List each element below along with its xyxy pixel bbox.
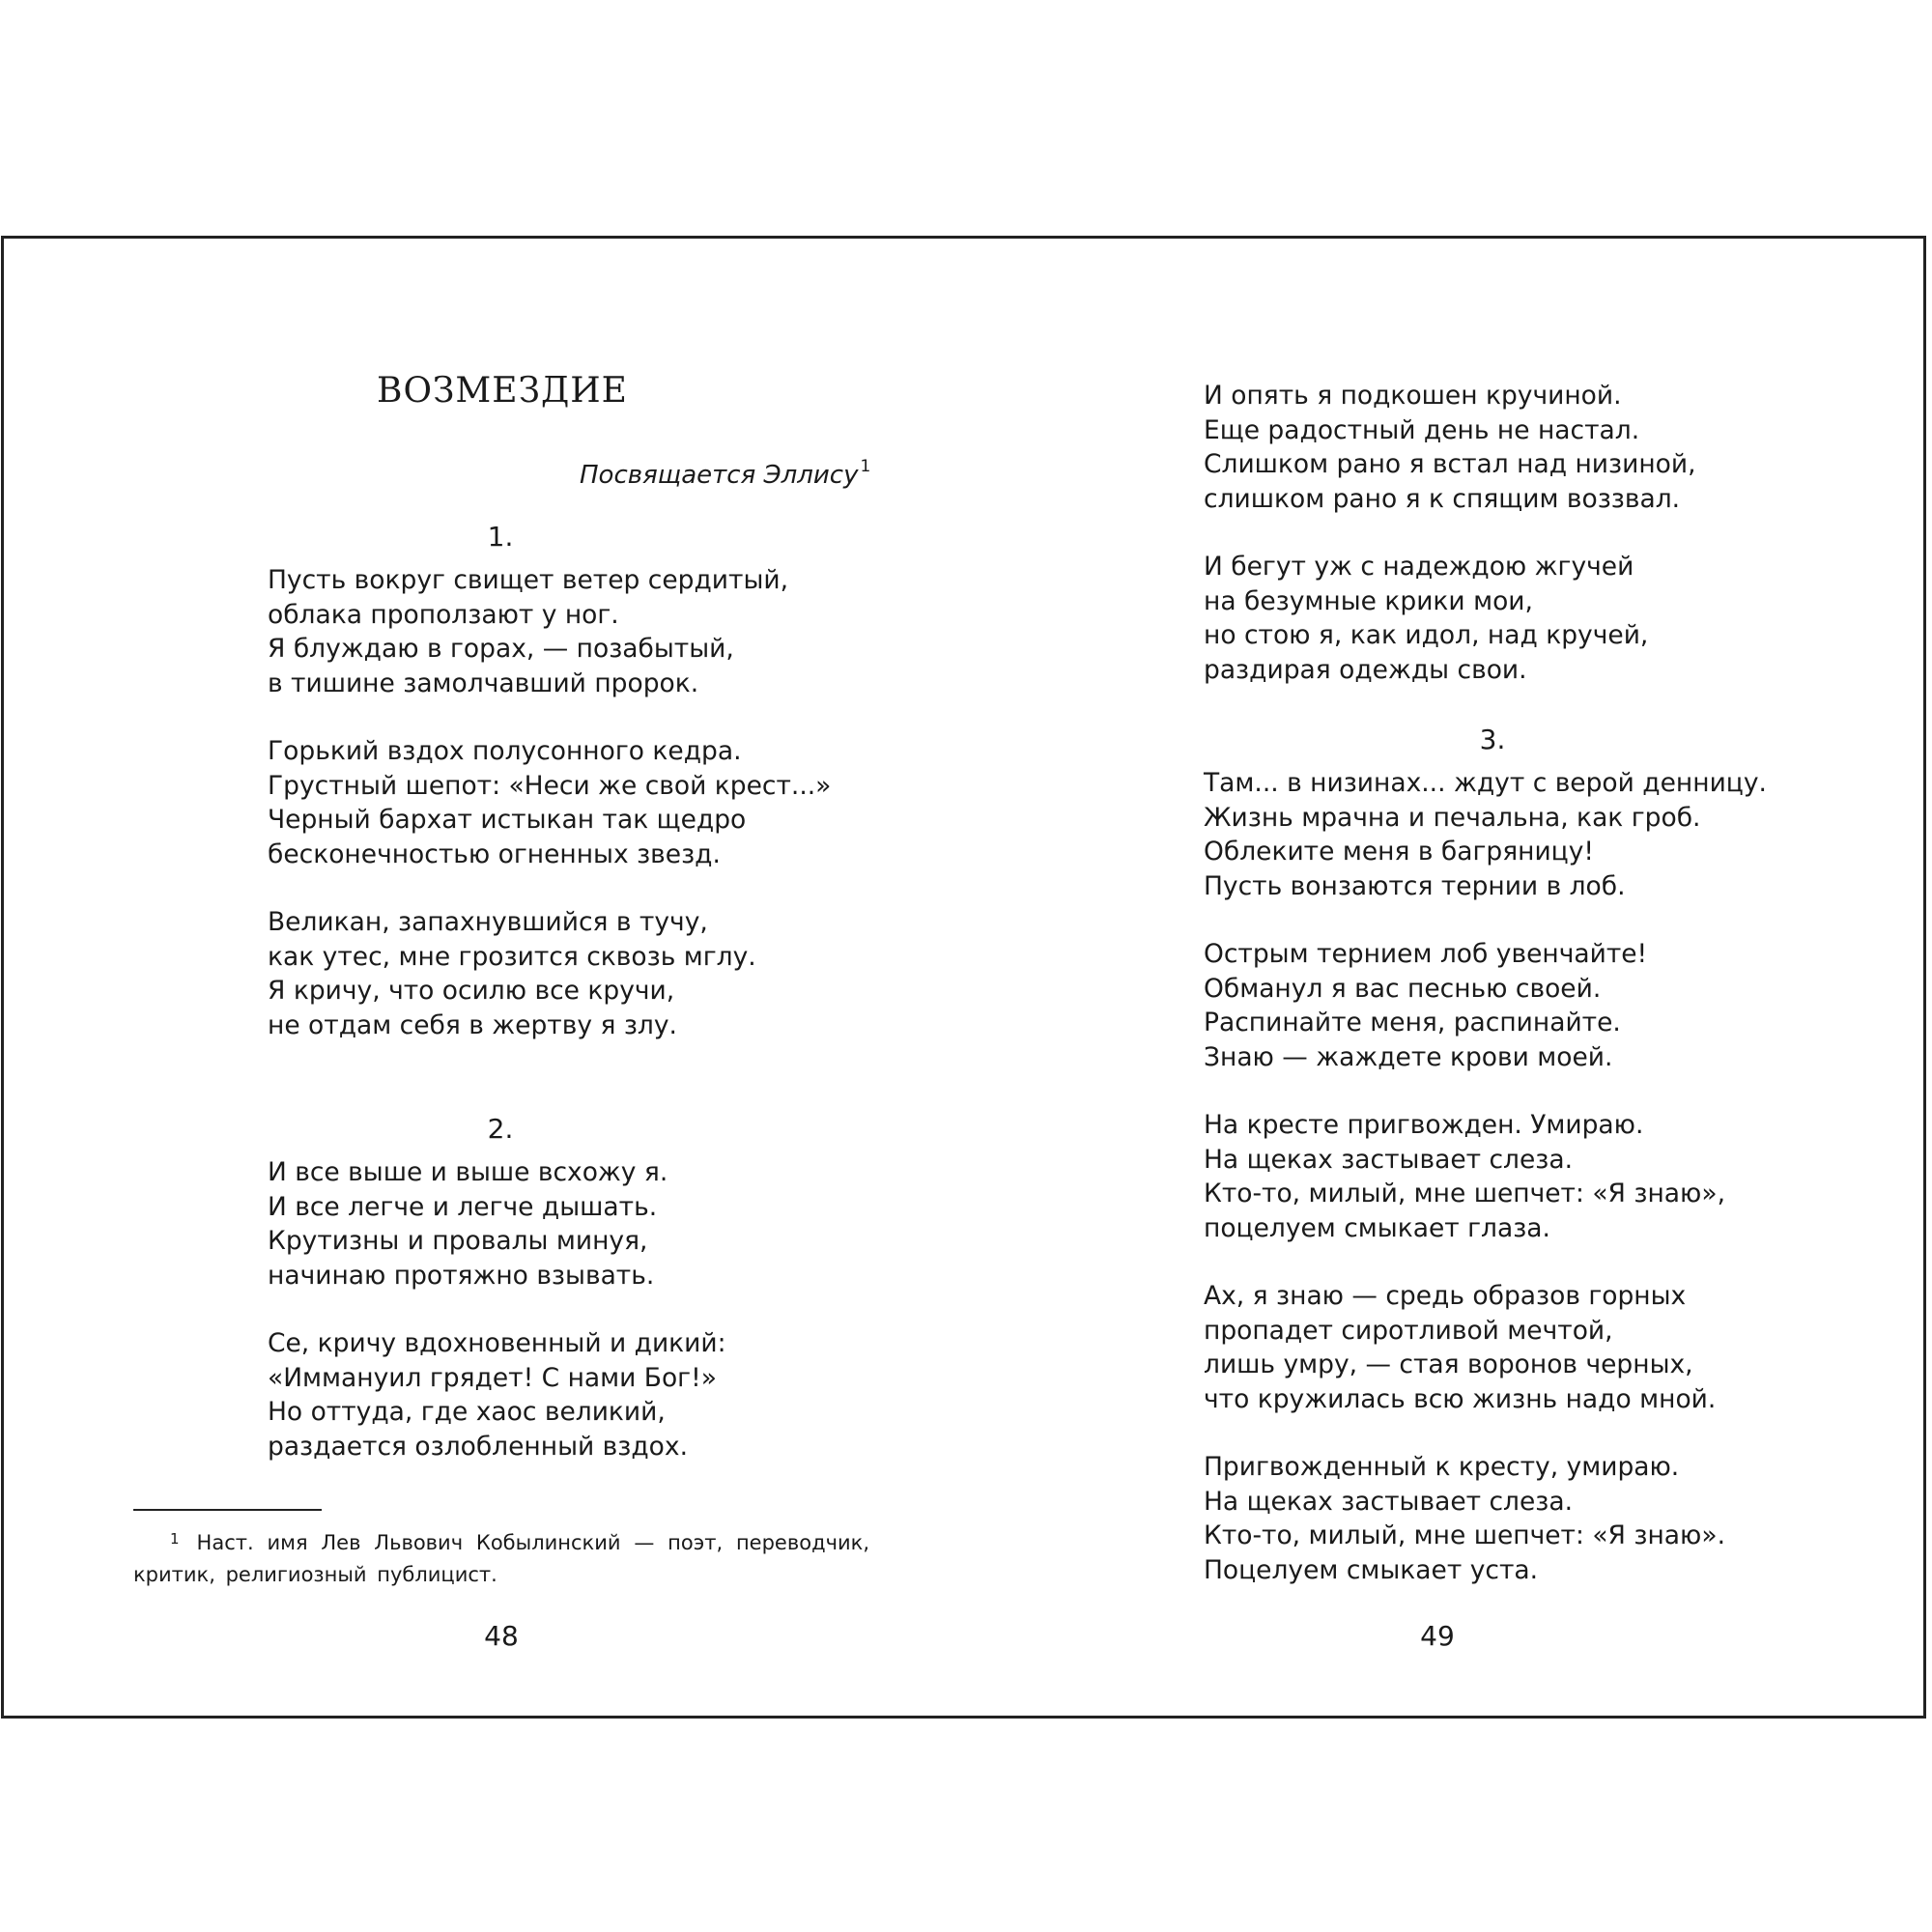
- verse-line: Ах, я знаю — средь образов горных: [1204, 1281, 1687, 1311]
- verse-line: Еще радостный день не настал.: [1204, 414, 1640, 445]
- verse-line: Пусть вокруг свищет ветер сердитый,: [268, 565, 789, 595]
- verse-line: бесконечностью огненных звезд.: [268, 838, 721, 869]
- verse-line: Черный бархат истыкан так щедро: [268, 805, 747, 835]
- verse-line: Распинайте меня, распинайте.: [1204, 1008, 1621, 1037]
- verse-line: что кружилась всю жизнь надо мной.: [1204, 1383, 1717, 1414]
- verse-line: слишком рано я к спящим воззвал.: [1204, 483, 1681, 514]
- stanza: [268, 905, 756, 1042]
- verse-line: но стою я, как идол, над кручей,: [1204, 620, 1649, 650]
- page-number-left: 48: [484, 1620, 519, 1652]
- verse-line: И опять я подкошен кручиной.: [1204, 381, 1622, 411]
- dedication-footnote-ref: 1: [860, 457, 871, 476]
- verse-line: Поцелуем смыкает уста.: [1204, 1554, 1539, 1585]
- stanza: [268, 1326, 726, 1463]
- dedication-text: Посвящается Эллису: [580, 461, 859, 490]
- verse-line: Я кричу, что осилю все кручи,: [268, 976, 675, 1006]
- verse-line: «Иммануил грядет! С нами Бог!»: [268, 1362, 717, 1393]
- footnote: [133, 1523, 869, 1591]
- verse-line: Великан, запахнувшийся в тучу,: [268, 907, 708, 937]
- stanza: [268, 1155, 668, 1293]
- stanza: [268, 734, 831, 871]
- verse-line: Облеките меня в багряницу!: [1204, 837, 1595, 867]
- verse-line: пропадет сиротливой мечтой,: [1204, 1315, 1613, 1346]
- book-spread: [1, 236, 1926, 1719]
- verse-line: Горький вздох полусонного кедра.: [268, 736, 742, 766]
- verse-line: Пусть вонзаются тернии в лоб.: [1204, 870, 1626, 901]
- stanza: [1204, 1450, 1725, 1587]
- footnote-marker: 1: [170, 1530, 180, 1548]
- section-number-1: 1.: [487, 521, 514, 553]
- stanza: [1204, 766, 1767, 903]
- stanza: [1204, 1108, 1725, 1245]
- footnote-text: Наст. имя Лев Львович Кобылинский — поэт, переводчик, критик, религиозный публицист.: [133, 1531, 869, 1586]
- verse-line: как утес, мне грозится сквозь мглу.: [268, 941, 756, 972]
- verse-line: Знаю — жаждете крови моей.: [1204, 1041, 1613, 1072]
- verse-line: на безумные крики мои,: [1204, 585, 1533, 616]
- verse-line: На щеках застывает слеза.: [1204, 1486, 1574, 1517]
- verse-line: Кто-то, милый, мне шепчет: «Я знаю».: [1204, 1520, 1725, 1550]
- verse-line: На щеках застывает слеза.: [1204, 1144, 1574, 1175]
- verse-line: Но оттуда, где хаос великий,: [268, 1397, 666, 1427]
- verse-line: И все легче и легче дышать.: [268, 1191, 658, 1222]
- verse-line: поцелуем смыкает глаза.: [1204, 1212, 1550, 1243]
- section-number-3: 3.: [1479, 724, 1506, 755]
- section-number-2: 2.: [487, 1113, 514, 1145]
- verse-line: Жизнь мрачна и печальна, как гроб.: [1204, 802, 1701, 833]
- verse-line: Я блуждаю в горах, — позабытый,: [268, 634, 734, 664]
- poem-title: ВОЗМЕЗДИЕ: [377, 371, 628, 411]
- verse-line: На кресте пригвожден. Умираю.: [1204, 1110, 1644, 1140]
- verse-line: Кто-то, милый, мне шепчет: «Я знаю»,: [1204, 1179, 1725, 1208]
- stanza: [1204, 1279, 1716, 1416]
- stanza: [1204, 550, 1648, 687]
- verse-line: Слишком рано я встал над низиной,: [1204, 449, 1696, 479]
- verse-line: Там... в низинах... ждут с верой денницу.: [1204, 768, 1767, 798]
- verse-line: лишь умру, — стая воронов черных,: [1204, 1350, 1693, 1379]
- right-page: [970, 239, 1926, 1716]
- verse-line: Пригвожденный к кресту, умираю.: [1204, 1452, 1680, 1482]
- verse-line: облака проползают у ног.: [268, 599, 619, 630]
- stanza: [1204, 379, 1696, 516]
- stanza: [1204, 937, 1647, 1074]
- verse-line: начинаю протяжно взывать.: [268, 1260, 655, 1291]
- footnote-divider: [133, 1509, 322, 1511]
- verse-line: И бегут уж с надеждою жгучей: [1204, 552, 1634, 582]
- stanza: [268, 563, 788, 700]
- verse-line: раздирая одежды свои.: [1204, 654, 1527, 685]
- verse-line: не отдам себя в жертву я злу.: [268, 1009, 677, 1040]
- verse-line: раздается озлобленный вздох.: [268, 1431, 688, 1462]
- verse-line: в тишине замолчавший пророк.: [268, 668, 699, 698]
- verse-line: Крутизны и провалы минуя,: [268, 1226, 648, 1256]
- left-page: [4, 239, 970, 1716]
- verse-line: Се, кричу вдохновенный и дикий:: [268, 1328, 726, 1358]
- page-number-right: 49: [1420, 1620, 1455, 1652]
- verse-line: И все выше и выше всхожу я.: [268, 1157, 668, 1187]
- dedication: [580, 451, 870, 491]
- verse-line: Острым тернием лоб увенчайте!: [1204, 939, 1648, 969]
- verse-line: Грустный шепот: «Неси же свой крест...»: [268, 770, 832, 801]
- verse-line: Обманул я вас песнью своей.: [1204, 973, 1602, 1004]
